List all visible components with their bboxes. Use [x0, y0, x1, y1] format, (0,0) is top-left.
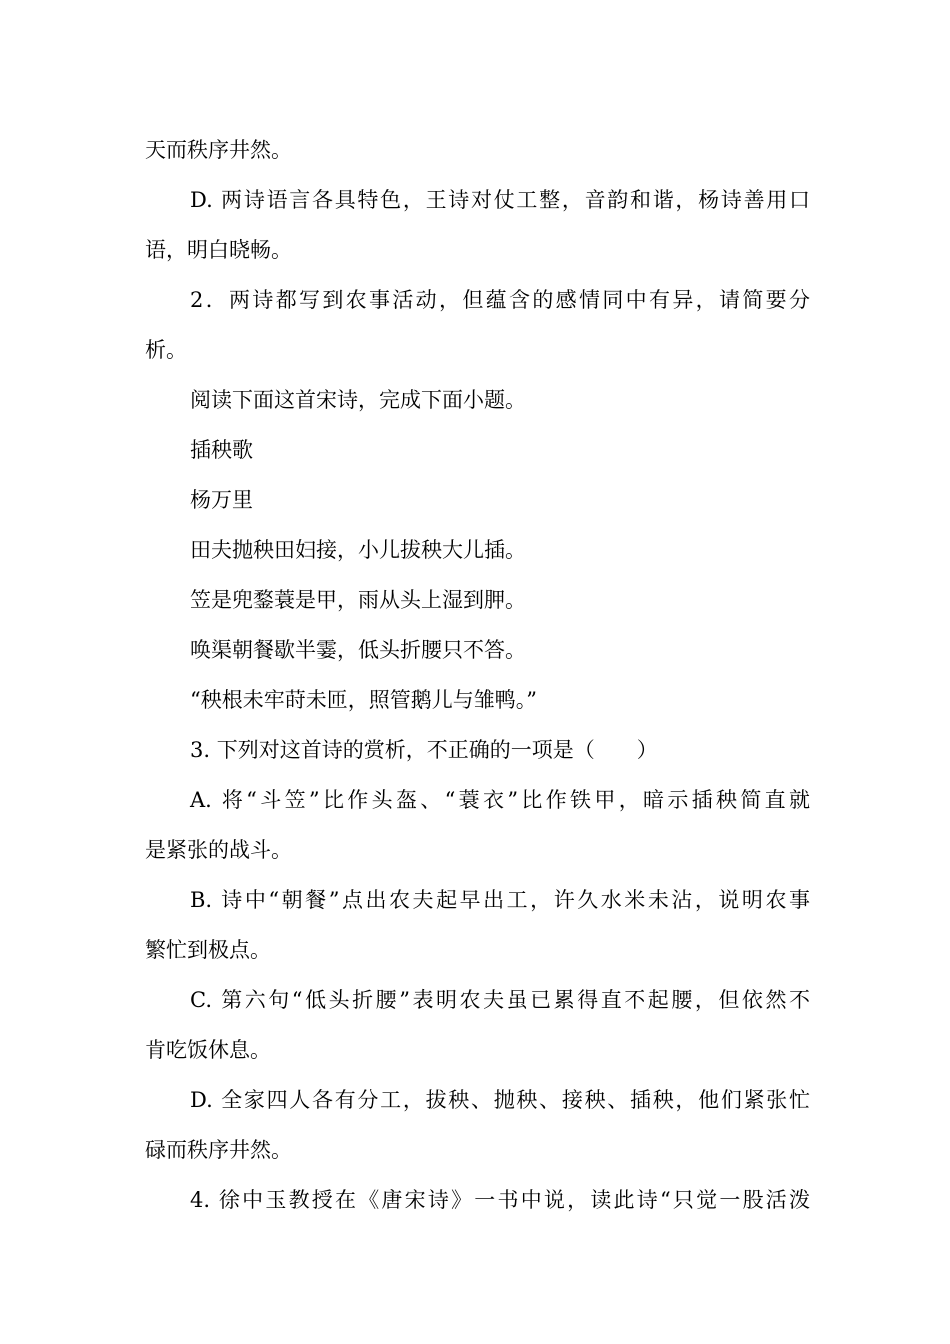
option-a-line-2: 是紧张的战斗。	[145, 838, 292, 862]
option-d-line-2: 碌而秩序井然。	[145, 1138, 292, 1162]
question-4-line-1: 4. 徐中玉教授在《唐宋诗》一书中说，读此诗“只觉一股活泼	[190, 1188, 810, 1212]
option-b-line-2: 繁忙到极点。	[145, 938, 271, 962]
poem-line-1: 田夫抛秧田妇接，小儿拔秧大儿插。	[190, 538, 526, 562]
poem-line-3: 唤渠朝餐歇半霎，低头折腰只不答。	[190, 638, 526, 662]
option-c-line-2: 肯吃饭休息。	[145, 1038, 271, 1062]
poem-author: 杨万里	[190, 488, 253, 512]
option-b-line-1: B. 诗中“朝餐”点出农夫起早出工，许久水米未沾，说明农事	[190, 888, 810, 912]
text-line-1: 天而秩序井然。	[145, 138, 292, 162]
poem-line-4: “秧根未牢莳未匝，照管鹅儿与雏鸭。”	[190, 688, 537, 712]
question-2-line-2: 析。	[145, 338, 187, 362]
question-2-line-1: 2．两诗都写到农事活动，但蕴含的感情同中有异，请简要分	[190, 288, 810, 312]
poem-line-2: 笠是兜鍪蓑是甲，雨从头上湿到胛。	[190, 588, 526, 612]
text-line-2: D. 两诗语言各具特色，王诗对仗工整，音韵和谐，杨诗善用口	[190, 188, 810, 212]
reading-instruction: 阅读下面这首宋诗，完成下面小题。	[190, 388, 526, 412]
option-d-line-1: D. 全家四人各有分工，拔秧、抛秧、接秧、插秧，他们紧张忙	[190, 1088, 810, 1112]
text-line-3: 语，明白晓畅。	[145, 238, 292, 262]
option-c-line-1: C. 第六句“低头折腰”表明农夫虽已累得直不起腰，但依然不	[190, 988, 810, 1012]
option-a-line-1: A. 将“斗笠”比作头盔、“蓑衣”比作铁甲，暗示插秧简直就	[190, 788, 810, 812]
question-3: 3. 下列对这首诗的赏析，不正确的一项是（ ）	[190, 738, 658, 762]
poem-title: 插秧歌	[190, 438, 253, 462]
